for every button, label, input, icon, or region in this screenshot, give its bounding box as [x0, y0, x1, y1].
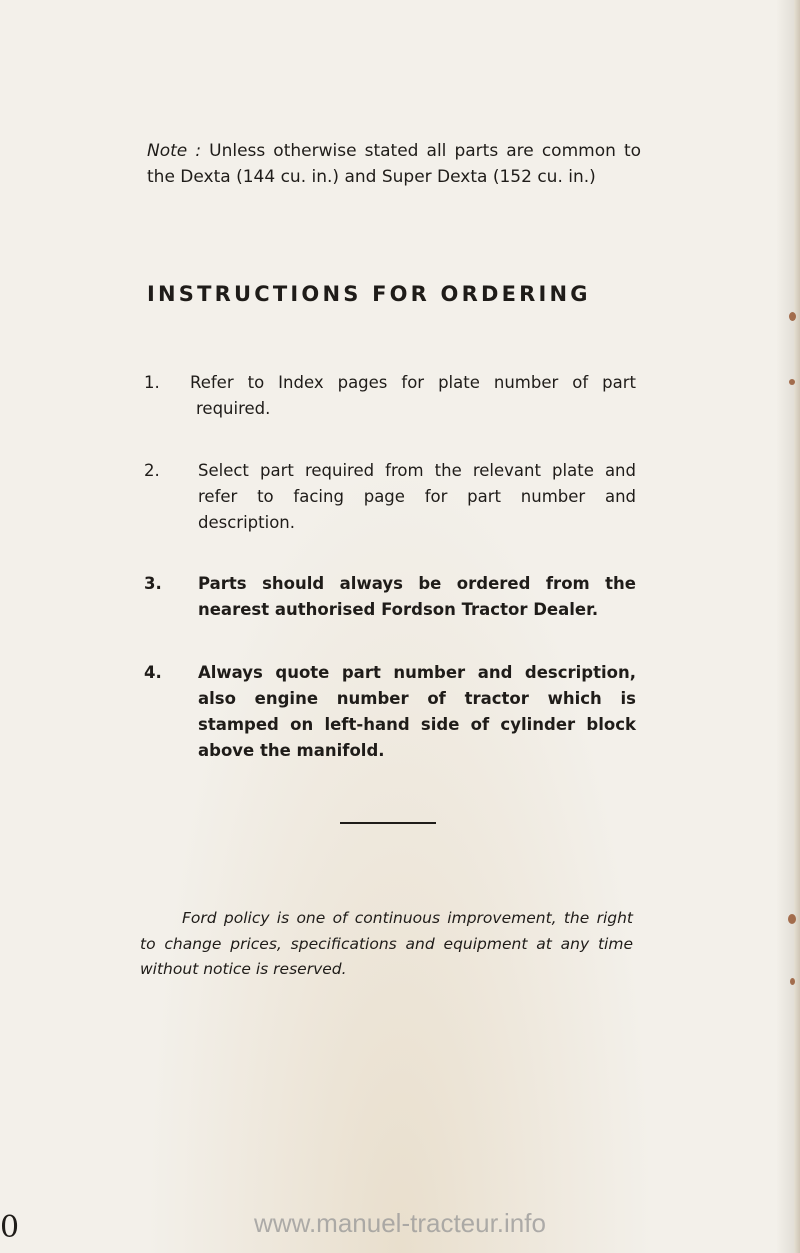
instruction-number: 4.: [144, 663, 162, 682]
instruction-text: Select part required from the relevant plate and refer to facing page for part number and description.: [198, 461, 636, 532]
instruction-item: [144, 660, 636, 764]
instruction-text: Refer to Index pages for plate number of part required.: [190, 373, 636, 418]
instruction-item: [144, 458, 636, 536]
page-edge: [794, 0, 800, 1253]
policy-statement: Ford policy is one of continuous improvement, the right to change prices, specifications and equipment at any time without notice is reserved.: [140, 909, 633, 978]
note-text: Unless otherwise stated all parts are common to the Dexta (144 cu. in.) and Super Dexta (152 cu. in.): [147, 141, 642, 187]
watermark-link[interactable]: www.manuel-tracteur.info: [254, 1208, 546, 1238]
instruction-text: Parts should always be ordered from the nearest authorised Fordson Tractor Dealer.: [198, 574, 636, 619]
note-paragraph: [147, 138, 641, 190]
stain-mark: [790, 978, 795, 985]
page-number: 0: [0, 1210, 20, 1245]
stain-mark: [788, 914, 796, 924]
stain-mark: [789, 379, 795, 385]
section-heading: INSTRUCTIONS FOR ORDERING: [147, 282, 591, 306]
stain-mark: [789, 312, 796, 321]
instruction-number: 2.: [144, 461, 160, 480]
instruction-item: [144, 571, 636, 623]
divider: [340, 822, 436, 824]
instruction-number: 3.: [144, 574, 162, 593]
note-label: Note :: [147, 141, 202, 161]
instruction-text: Always quote part number and description, also engine number of tractor which is stamped on left-hand side of cylinder block above the manifold.: [198, 663, 636, 760]
instruction-number: 1.: [144, 373, 160, 392]
instruction-item: [144, 370, 636, 422]
